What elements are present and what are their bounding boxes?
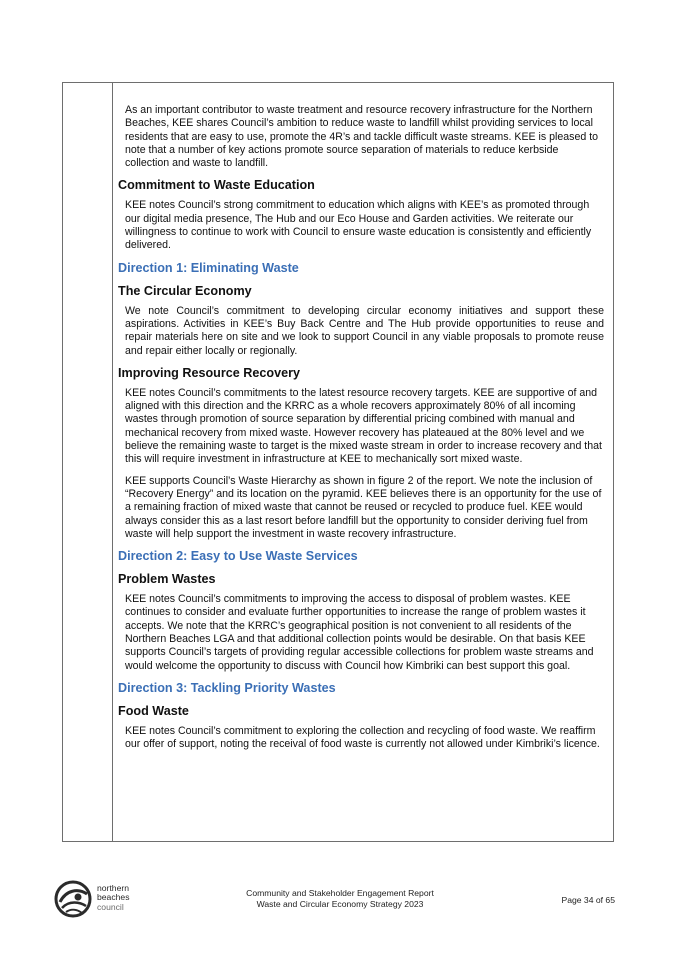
heading-direction-3: Direction 3: Tackling Priority Wastes [118,680,336,695]
frame-divider [112,83,113,841]
page-number: Page 34 of 65 [561,895,615,905]
report-subtitle: Waste and Circular Economy Strategy 2023 [256,899,424,909]
logo-text-line-3: council [97,901,124,912]
heading-circular-economy: The Circular Economy [118,283,252,298]
intro-paragraph: As an important contributor to waste treatment and resource recovery infrastructure for the Northern Beaches, KEE shares Council’s ambition to reduce waste to landfill whilst providing services to local residents that are easy to use, promote the 4R’s and tackle difficult waste streams. KEE is pleased to note that a number of key actions promote source separation of materials to reduce kerbside collection and waste to landfill. [125,104,599,170]
paragraph-food-waste: KEE notes Council’s commitment to exploring the collection and recycling of food waste. We reaffirm our offer of support, noting the receival of food waste is currently not allowed under Kimbriki’s licence. [125,724,600,751]
paragraph-waste-education: KEE notes Council’s strong commitment to education which aligns with KEE’s as promoted through our digital media presence, The Hub and our Eco House and Garden activities. We reiterate our willingness to continue to work with Council to ensure waste education is consistently and efficiently delivered. [125,199,592,252]
council-logo-icon [54,880,94,918]
heading-problem-wastes: Problem Wastes [118,572,216,587]
paragraph-resource-recovery-1: KEE notes Council’s commitments to the latest resource recovery targets. KEE are supportive of and aligned with this direction and the KRRC as a whole recovers approximately 80% of all incoming wastes through promotion of source separation by differential pricing combined with manual and mechanical recovery from mixed waste. However recovery has plateaued at the 80% level and we believe the remaining waste to target is the mixed waste stream in order to increase recovery and that this will require investment in infrastructure at KEE to mechanically sort mixed waste. [125,386,602,466]
paragraph-problem-wastes: KEE notes Council’s commitments to improving the access to disposal of problem wastes. KEE continues to consider and evaluate further opportunities to increase the range of problem wastes it accepts. We note that the KRRC’s geographical position is not convenient to all residents of the Northern Beaches LGA and that additional collection points would be desirable. On that basis KEE supports Council’s targets of providing regular accessible collections for problem waste streams and would welcome the opportunity to discuss with Council how Kimbriki can best support this goal. [125,593,594,672]
logo-text-line-1: northern [97,883,130,893]
report-title: Community and Stakeholder Engagement Report [246,888,434,898]
heading-direction-2: Direction 2: Easy to Use Waste Services [118,549,358,564]
footer-report-title [200,888,480,910]
council-logo-text [97,884,130,912]
heading-waste-education: Commitment to Waste Education [118,178,315,193]
document-body [118,104,604,752]
paragraph-circular-economy: We note Council’s commitment to developing circular economy initiatives and support these aspirations. Activities in KEE’s Buy Back Centre and The Hub provide opportunities to reuse and repair materials here on site and we look to support Council in any viable proposals to promote reuse and repair either locally or regionally. [125,304,604,357]
heading-resource-recovery: Improving Resource Recovery [118,365,300,380]
heading-direction-1: Direction 1: Eliminating Waste [118,260,299,275]
paragraph-resource-recovery-2: KEE supports Council’s Waste Hierarchy as shown in figure 2 of the report. We note the inclusion of “Recovery Energy” and its location on the pyramid. KEE believes there is an opportunity for the use of a remaining fraction of mixed waste that cannot be reused or recycled to produce fuel. KEE would always consider this as a last resort before landfill but the opportunity to consider deriving fuel from waste will help support the investment in waste recovery infrastructure. [125,474,602,540]
heading-food-waste: Food Waste [118,703,189,718]
logo-text-line-2: beaches [97,892,130,903]
